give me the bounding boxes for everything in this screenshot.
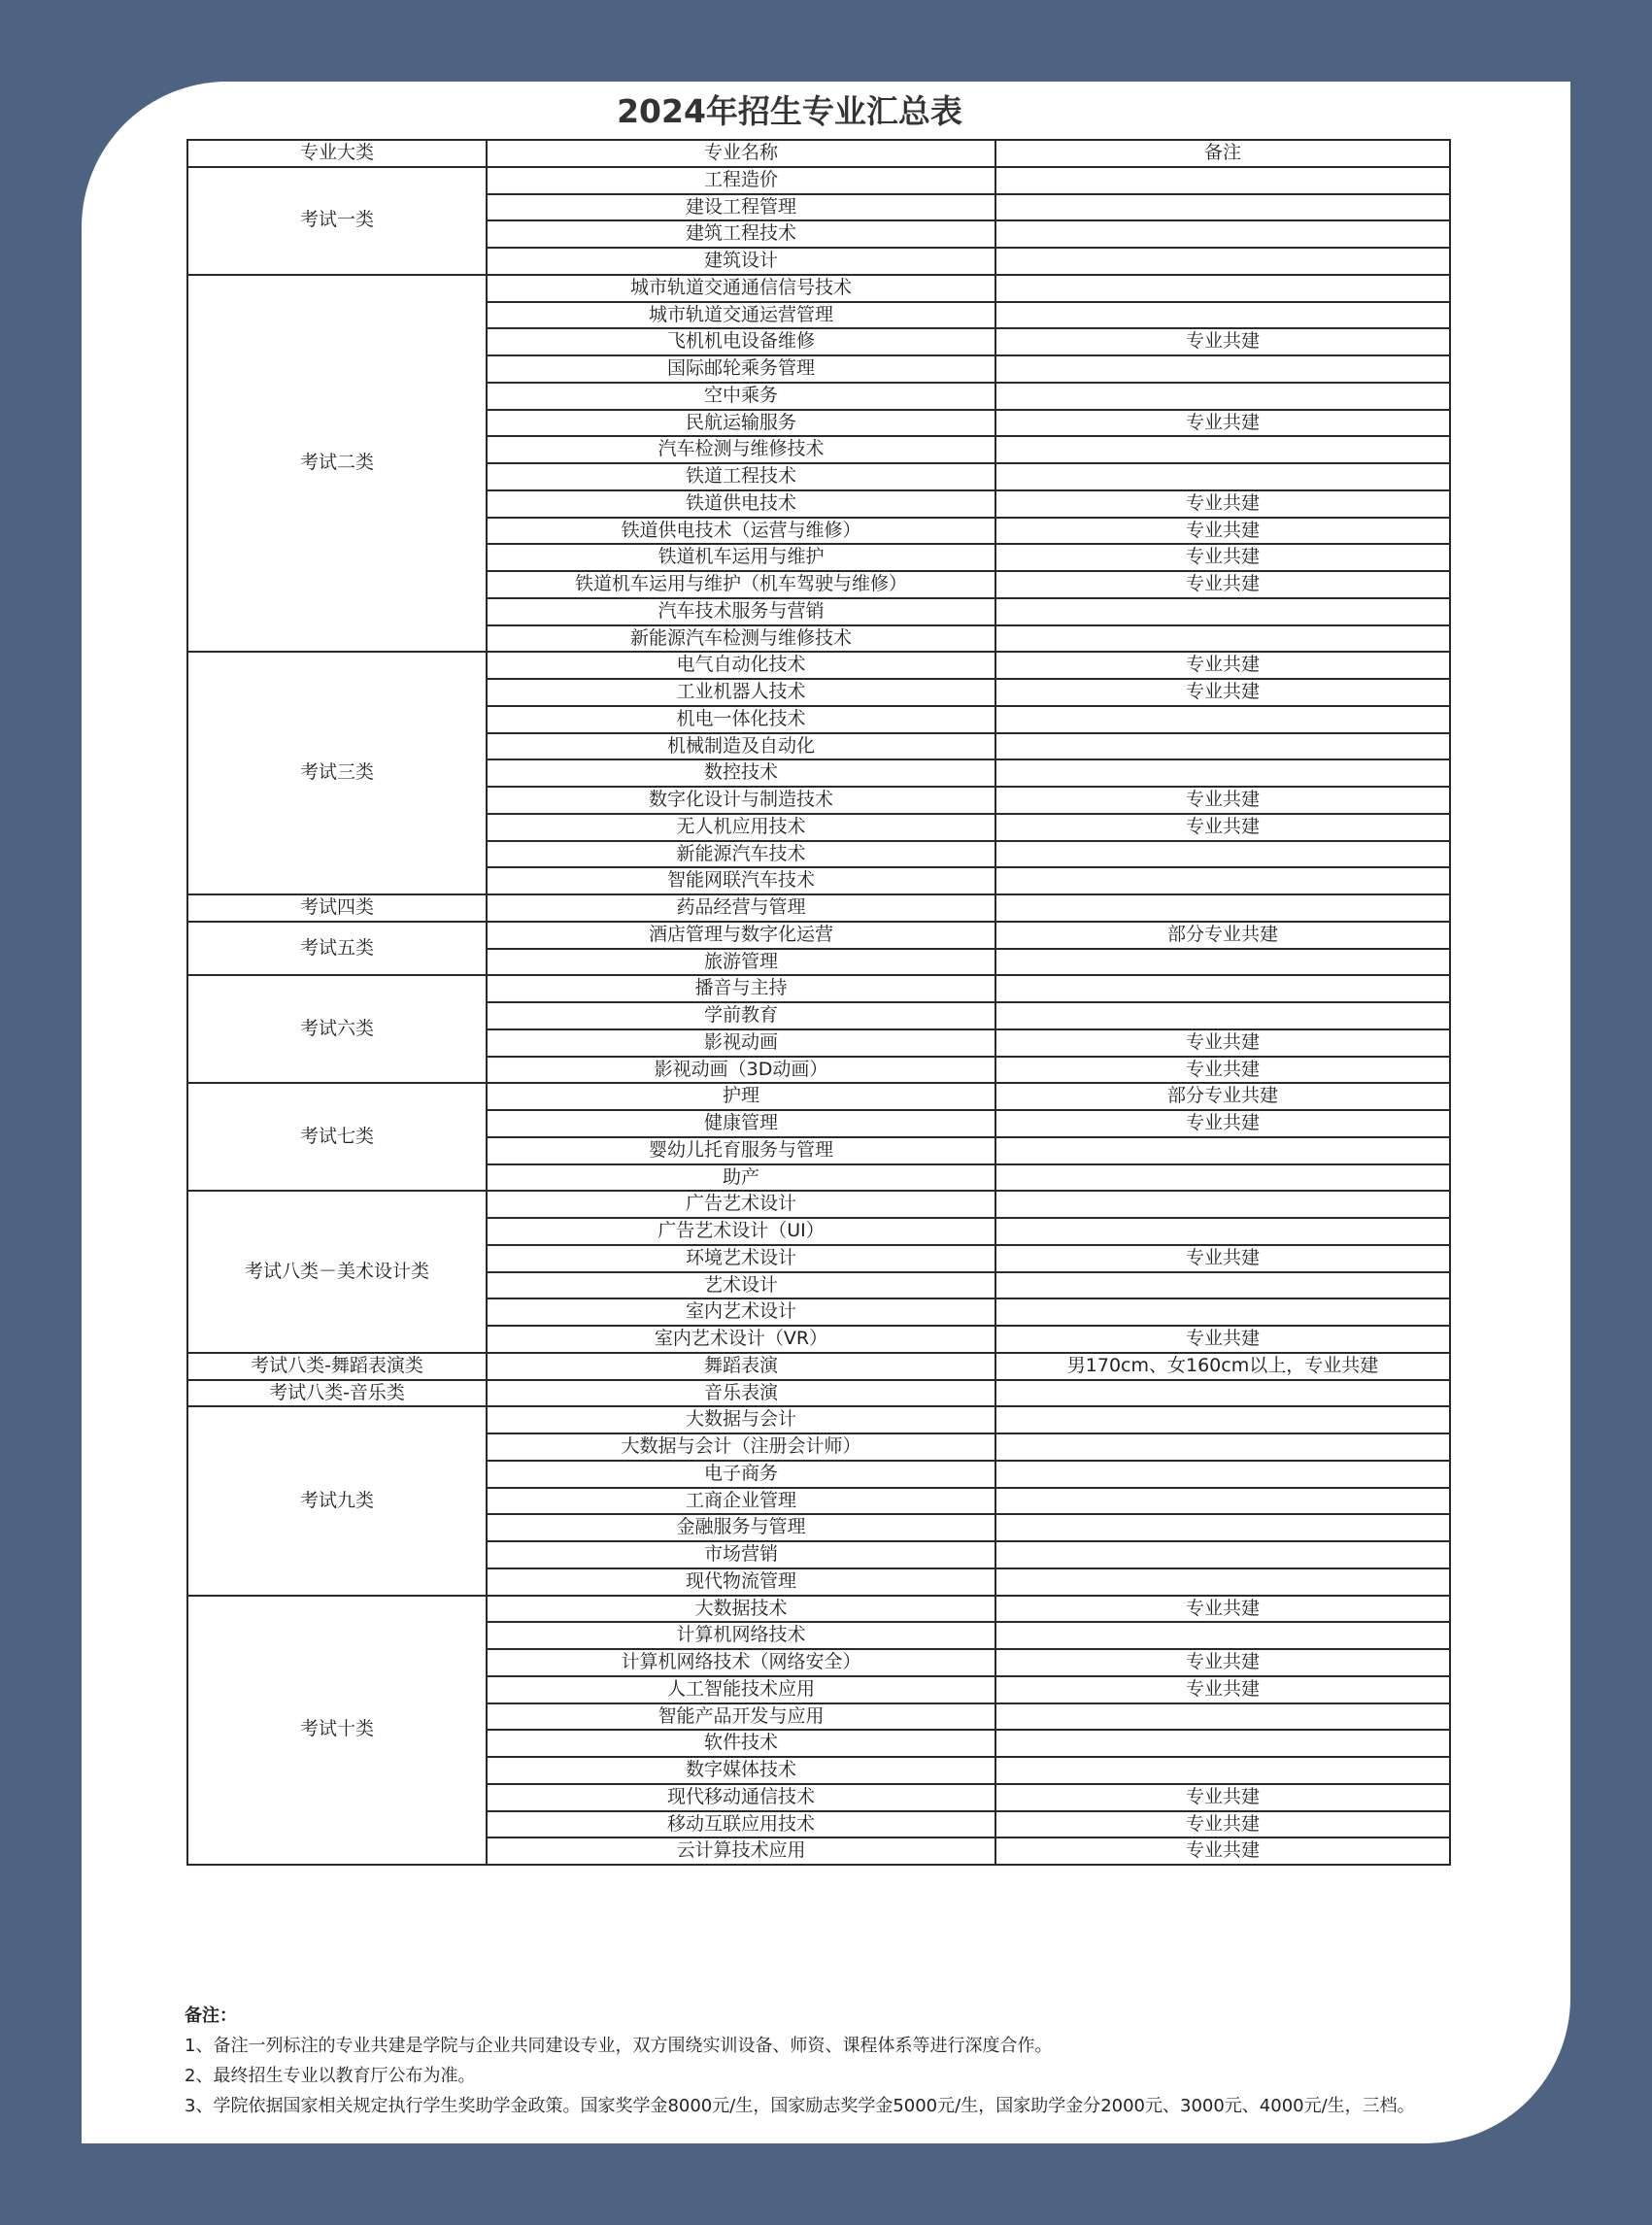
notes-section	[185, 2001, 1415, 2121]
major-name-cell: 旅游管理	[487, 949, 995, 976]
note-cell	[995, 1703, 1450, 1731]
major-name-cell: 计算机网络技术	[487, 1622, 995, 1649]
major-name-cell: 数控技术	[487, 759, 995, 787]
note-cell: 专业共建	[995, 787, 1450, 814]
table-header-row	[187, 140, 1450, 167]
note-cell	[995, 436, 1450, 463]
major-name-cell: 汽车技术服务与营销	[487, 598, 995, 625]
major-name-cell: 婴幼儿托育服务与管理	[487, 1137, 995, 1164]
note-cell	[995, 1461, 1450, 1488]
major-name-cell: 大数据技术	[487, 1596, 995, 1623]
note-cell	[995, 302, 1450, 329]
note-cell: 专业共建	[995, 1245, 1450, 1272]
major-name-cell: 护理	[487, 1083, 995, 1110]
note-cell: 专业共建	[995, 1784, 1450, 1811]
major-name-cell: 广告艺术设计（UI）	[487, 1218, 995, 1245]
major-name-cell: 民航运输服务	[487, 410, 995, 437]
note-cell	[995, 949, 1450, 976]
major-name-cell: 金融服务与管理	[487, 1514, 995, 1541]
major-name-cell: 云计算技术应用	[487, 1837, 995, 1865]
major-name-cell: 铁道机车运用与维护	[487, 544, 995, 571]
major-name-cell: 室内艺术设计	[487, 1298, 995, 1326]
note-cell	[995, 1541, 1450, 1568]
note-cell: 专业共建	[995, 410, 1450, 437]
note-cell: 专业共建	[995, 518, 1450, 545]
note-cell	[995, 733, 1450, 760]
major-name-cell: 无人机应用技术	[487, 814, 995, 841]
major-name-cell: 新能源汽车检测与维修技术	[487, 625, 995, 653]
major-name-cell: 学前教育	[487, 1002, 995, 1029]
major-name-cell: 机电一体化技术	[487, 706, 995, 733]
category-cell: 考试六类	[187, 975, 487, 1083]
major-name-cell: 工商企业管理	[487, 1488, 995, 1515]
note-cell	[995, 463, 1450, 490]
page-title: 2024年招生专业汇总表	[617, 92, 962, 130]
note-cell: 专业共建	[995, 571, 1450, 598]
note-item: 2、最终招生专业以教育厅公布为准。	[185, 2066, 476, 2086]
major-name-cell: 空中乘务	[487, 383, 995, 410]
major-name-cell: 酒店管理与数字化运营	[487, 922, 995, 949]
note-cell	[995, 1568, 1450, 1596]
table-row	[187, 894, 1450, 922]
note-cell	[995, 841, 1450, 868]
category-cell: 考试二类	[187, 275, 487, 653]
note-cell	[995, 1002, 1450, 1029]
note-cell	[995, 355, 1450, 383]
note-cell	[995, 1488, 1450, 1515]
major-name-cell: 建设工程管理	[487, 194, 995, 221]
note-cell	[995, 598, 1450, 625]
table-row	[187, 1353, 1450, 1380]
note-cell	[995, 1218, 1450, 1245]
note-cell	[995, 1514, 1450, 1541]
category-cell: 考试一类	[187, 167, 487, 275]
major-name-cell: 软件技术	[487, 1730, 995, 1757]
major-name-cell: 市场营销	[487, 1541, 995, 1568]
table-row	[187, 1191, 1450, 1218]
note-cell	[995, 1298, 1450, 1326]
note-cell	[995, 1164, 1450, 1192]
major-name-cell: 机械制造及自动化	[487, 733, 995, 760]
major-name-cell: 室内艺术设计（VR）	[487, 1326, 995, 1353]
major-name-cell: 舞蹈表演	[487, 1353, 995, 1380]
major-name-cell: 环境艺术设计	[487, 1245, 995, 1272]
major-name-cell: 数字化设计与制造技术	[487, 787, 995, 814]
table-body	[187, 167, 1450, 1865]
note-cell: 专业共建	[995, 652, 1450, 679]
note-cell: 部分专业共建	[995, 922, 1450, 949]
major-name-cell: 音乐表演	[487, 1380, 995, 1407]
note-item: 1、备注一列标注的专业共建是学院与企业共同建设专业，双方围绕实训设备、师资、课程体系等进行深度合作。	[185, 2036, 1053, 2056]
category-cell: 考试五类	[187, 922, 487, 976]
note-cell: 专业共建	[995, 1326, 1450, 1353]
table-row	[187, 1083, 1450, 1110]
major-name-cell: 电气自动化技术	[487, 652, 995, 679]
note-cell: 专业共建	[995, 490, 1450, 518]
major-name-cell: 电子商务	[487, 1461, 995, 1488]
note-cell: 专业共建	[995, 544, 1450, 571]
table-row	[187, 1380, 1450, 1407]
major-name-cell: 智能产品开发与应用	[487, 1703, 995, 1731]
category-cell: 考试八类－美术设计类	[187, 1191, 487, 1353]
note-cell: 专业共建	[995, 1057, 1450, 1084]
table-row	[187, 167, 1450, 194]
major-name-cell: 汽车检测与维修技术	[487, 436, 995, 463]
note-cell	[995, 975, 1450, 1002]
note-cell: 专业共建	[995, 1110, 1450, 1137]
note-cell: 专业共建	[995, 1596, 1450, 1623]
note-cell	[995, 1433, 1450, 1461]
major-name-cell: 数字媒体技术	[487, 1757, 995, 1784]
note-cell: 专业共建	[995, 679, 1450, 706]
note-cell: 专业共建	[995, 1029, 1450, 1057]
major-name-cell: 新能源汽车技术	[487, 841, 995, 868]
note-cell: 专业共建	[995, 1676, 1450, 1703]
major-name-cell: 城市轨道交通运营管理	[487, 302, 995, 329]
major-name-cell: 药品经营与管理	[487, 894, 995, 922]
note-cell	[995, 625, 1450, 653]
major-name-cell: 铁道机车运用与维护（机车驾驶与维修）	[487, 571, 995, 598]
note-cell	[995, 706, 1450, 733]
major-name-cell: 智能网联汽车技术	[487, 867, 995, 894]
category-cell: 考试三类	[187, 652, 487, 894]
major-name-cell: 影视动画	[487, 1029, 995, 1057]
note-cell: 专业共建	[995, 814, 1450, 841]
note-cell	[995, 1380, 1450, 1407]
table-row	[187, 1596, 1450, 1623]
note-cell	[995, 1137, 1450, 1164]
major-name-cell: 国际邮轮乘务管理	[487, 355, 995, 383]
note-cell	[995, 383, 1450, 410]
major-name-cell: 助产	[487, 1164, 995, 1192]
note-cell	[995, 220, 1450, 248]
majors-table	[186, 139, 1451, 1866]
major-name-cell: 飞机机电设备维修	[487, 328, 995, 355]
header-major-name: 专业名称	[487, 140, 995, 167]
category-cell: 考试七类	[187, 1083, 487, 1191]
note-cell	[995, 248, 1450, 275]
major-name-cell: 现代移动通信技术	[487, 1784, 995, 1811]
category-cell: 考试八类-舞蹈表演类	[187, 1353, 487, 1380]
note-cell	[995, 894, 1450, 922]
major-name-cell: 现代物流管理	[487, 1568, 995, 1596]
major-name-cell: 艺术设计	[487, 1272, 995, 1299]
major-name-cell: 健康管理	[487, 1110, 995, 1137]
note-cell	[995, 1406, 1450, 1433]
note-cell: 男170cm、女160cm以上，专业共建	[995, 1353, 1450, 1380]
note-cell	[995, 1622, 1450, 1649]
note-cell	[995, 275, 1450, 302]
major-name-cell: 铁道工程技术	[487, 463, 995, 490]
category-cell: 考试八类-音乐类	[187, 1380, 487, 1407]
major-name-cell: 计算机网络技术（网络安全）	[487, 1649, 995, 1676]
major-name-cell: 移动互联应用技术	[487, 1811, 995, 1838]
note-cell: 专业共建	[995, 328, 1450, 355]
note-cell: 专业共建	[995, 1837, 1450, 1865]
major-name-cell: 播音与主持	[487, 975, 995, 1002]
table-row	[187, 975, 1450, 1002]
major-name-cell: 铁道供电技术（运营与维修）	[487, 518, 995, 545]
category-cell: 考试十类	[187, 1596, 487, 1866]
major-name-cell: 建筑设计	[487, 248, 995, 275]
note-cell: 部分专业共建	[995, 1083, 1450, 1110]
notes-title: 备注：	[185, 2006, 237, 2026]
major-name-cell: 广告艺术设计	[487, 1191, 995, 1218]
note-cell	[995, 759, 1450, 787]
note-cell	[995, 194, 1450, 221]
note-cell	[995, 1272, 1450, 1299]
header-category: 专业大类	[187, 140, 487, 167]
major-name-cell: 城市轨道交通通信信号技术	[487, 275, 995, 302]
major-name-cell: 大数据与会计（注册会计师）	[487, 1433, 995, 1461]
note-cell	[995, 867, 1450, 894]
note-cell	[995, 1730, 1450, 1757]
major-name-cell: 建筑工程技术	[487, 220, 995, 248]
category-cell: 考试九类	[187, 1406, 487, 1595]
header-note: 备注	[995, 140, 1450, 167]
note-cell	[995, 1191, 1450, 1218]
note-cell	[995, 1757, 1450, 1784]
table-row	[187, 1406, 1450, 1433]
category-cell: 考试四类	[187, 894, 487, 922]
note-cell	[995, 167, 1450, 194]
major-name-cell: 铁道供电技术	[487, 490, 995, 518]
major-name-cell: 工业机器人技术	[487, 679, 995, 706]
table-row	[187, 275, 1450, 302]
table-row	[187, 922, 1450, 949]
note-cell: 专业共建	[995, 1811, 1450, 1838]
major-name-cell: 大数据与会计	[487, 1406, 995, 1433]
major-name-cell: 人工智能技术应用	[487, 1676, 995, 1703]
note-item: 3、学院依据国家相关规定执行学生奖助学金政策。国家奖学金8000元/生，国家励志奖学金5000元/生，国家助学金分2000元、3000元、4000元/生，三档。	[185, 2096, 1415, 2116]
major-name-cell: 工程造价	[487, 167, 995, 194]
note-cell: 专业共建	[995, 1649, 1450, 1676]
major-name-cell: 影视动画（3D动画）	[487, 1057, 995, 1084]
table-row	[187, 652, 1450, 679]
